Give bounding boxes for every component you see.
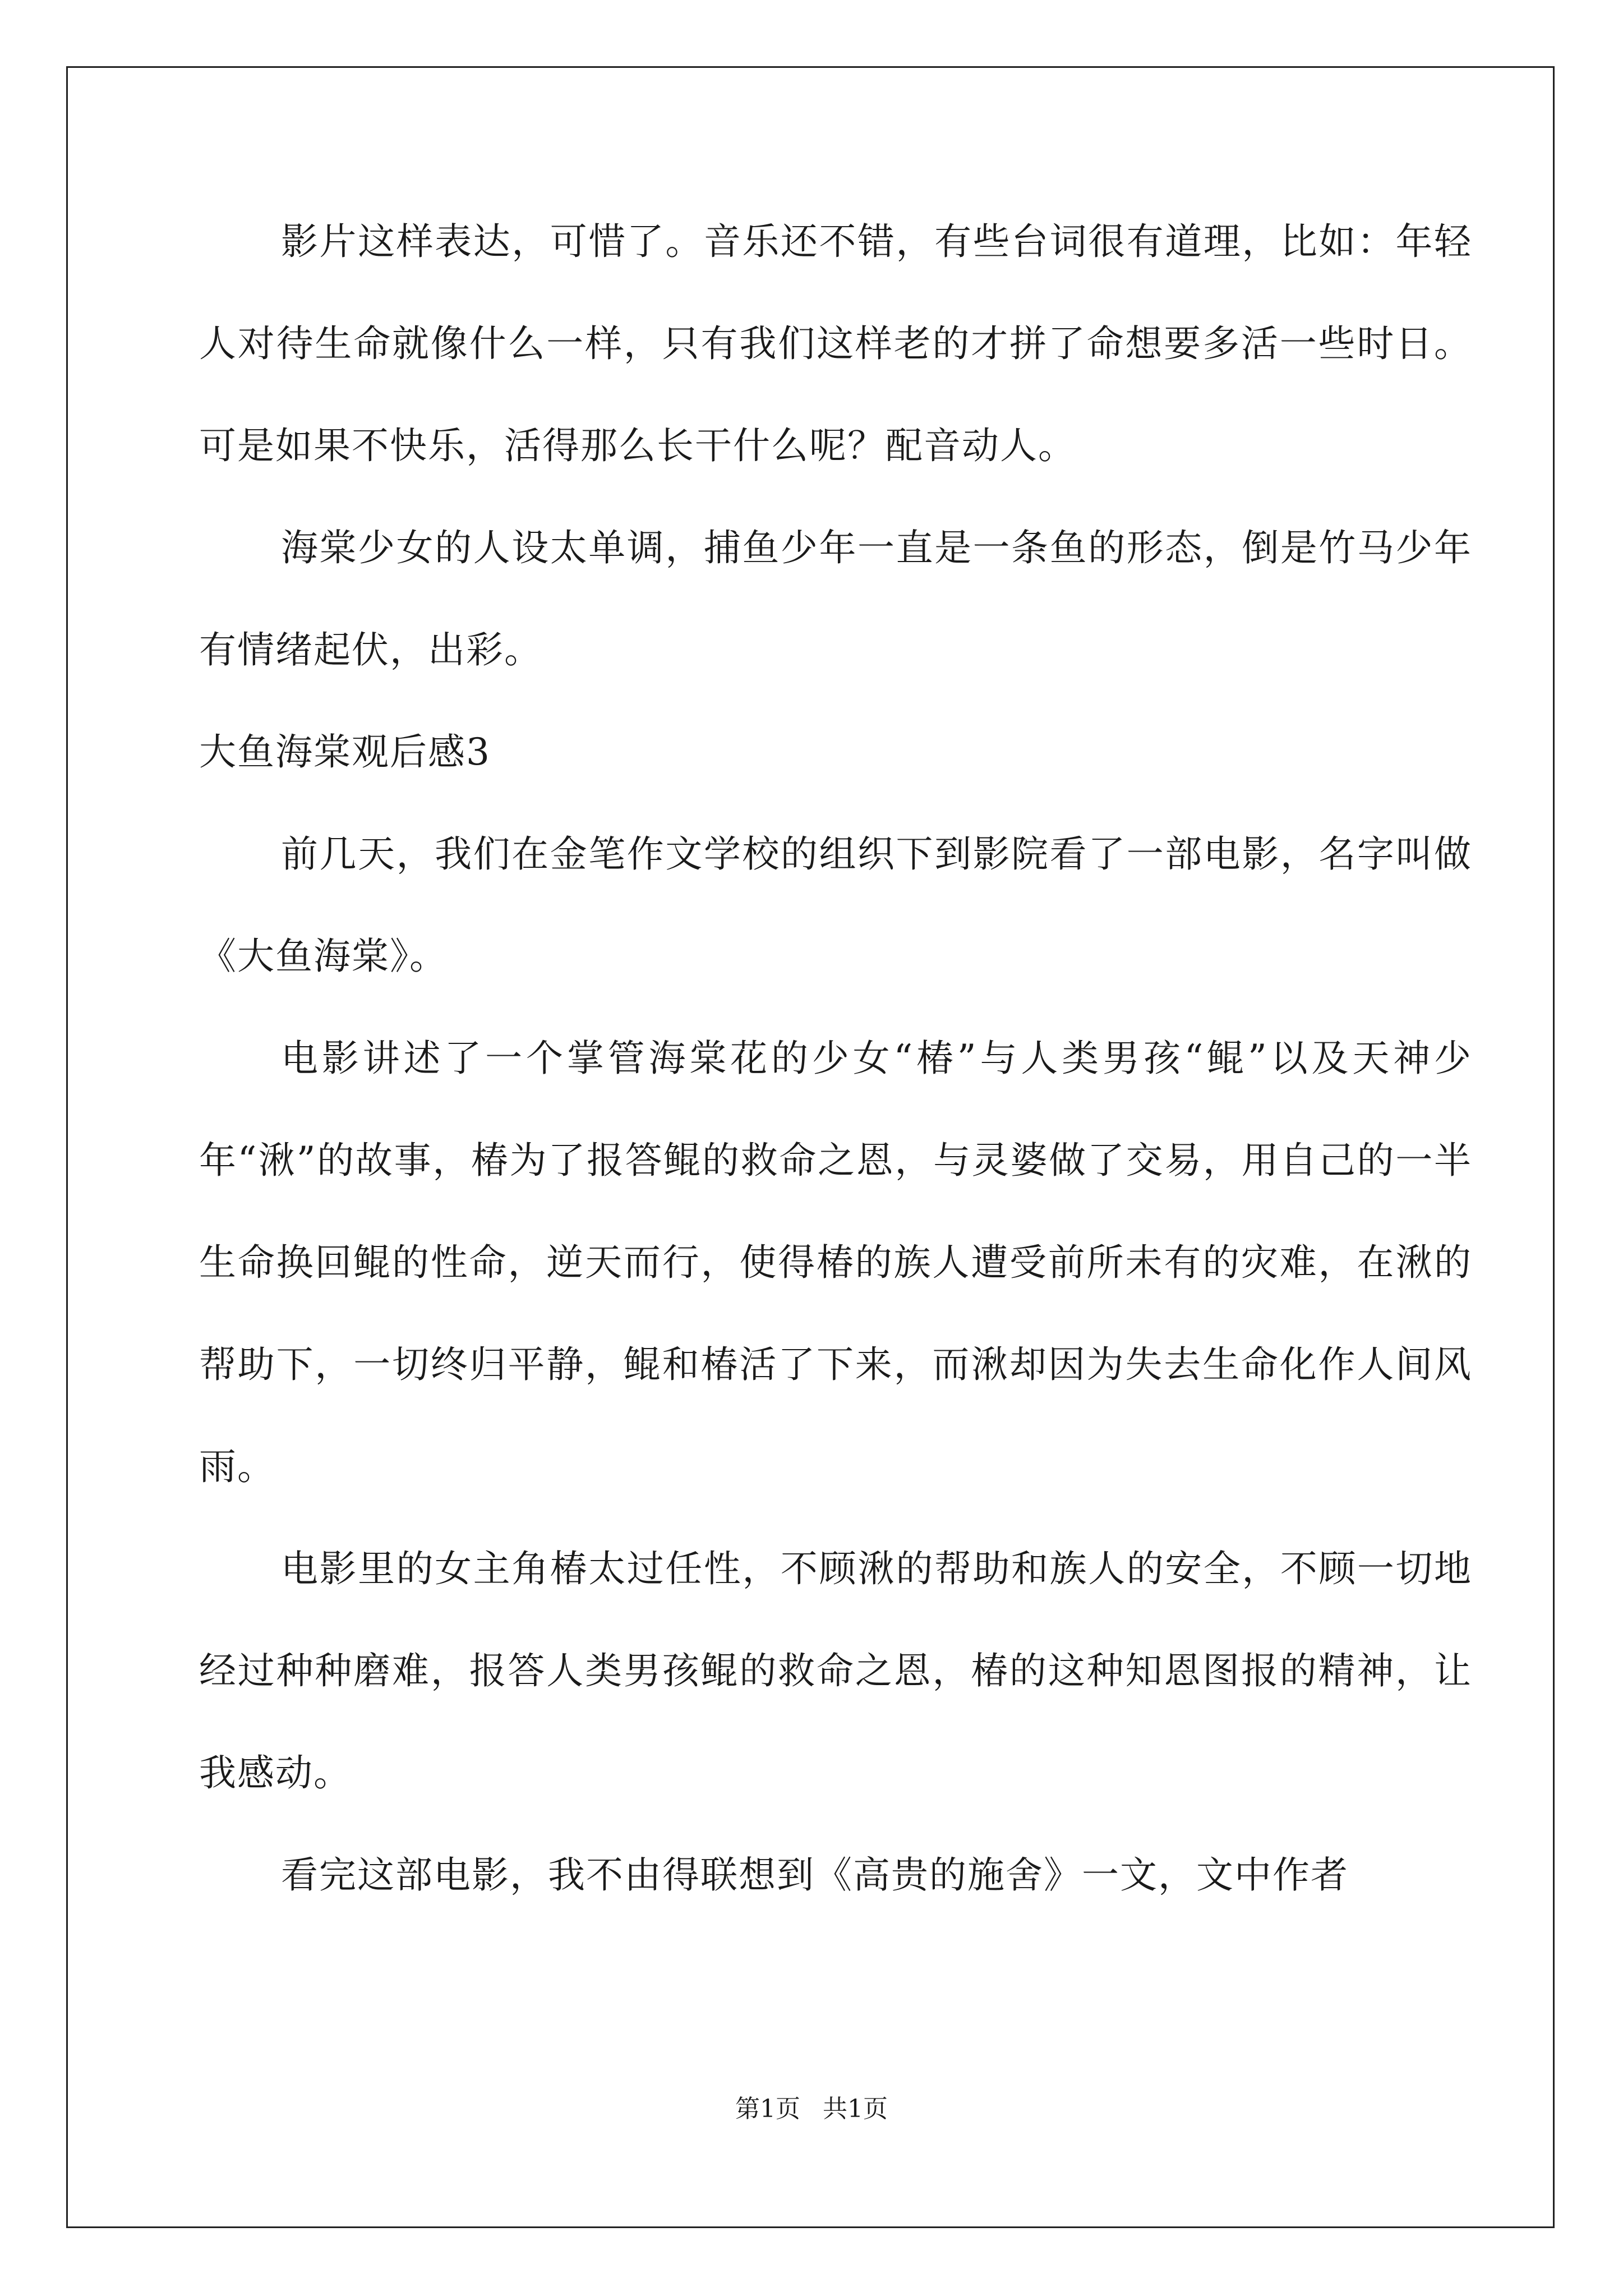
page-number: 第1页 bbox=[735, 2095, 800, 2123]
paragraph: 电影里的女主角椿太过任性，不顾湫的帮助和族人的安全，不顾一切地经过种种磨难，报答人类男孩鲲的救命之恩，椿的这种知恩图报的精神，让我感动。 bbox=[199, 1547, 1472, 1795]
section-heading: 大鱼海棠观后感3 bbox=[199, 730, 491, 774]
paragraph: 影片这样表达，可惜了。音乐还不错，有些台词很有道理，比如：年轻人对待生命就像什么一样，只有我们这样老的才拼了命想要多活一些时日。可是如果不快乐，活得那么长干什么呢？配音动人。 bbox=[199, 220, 1472, 467]
page-footer bbox=[0, 2092, 1623, 2126]
document-body bbox=[199, 191, 1472, 1926]
paragraph: 前几天，我们在金笔作文学校的组织下到影院看了一部电影，名字叫做《大鱼海棠》。 bbox=[199, 832, 1472, 978]
page-total: 共1页 bbox=[823, 2095, 888, 2123]
paragraph: 看完这部电影，我不由得联想到《高贵的施舍》一文，文中作者 bbox=[281, 1853, 1349, 1897]
paragraph: 电影讲述了一个掌管海棠花的少女“椿”与人类男孩“鲲”以及天神少年“湫”的故事，椿为了报答鲲的救命之恩，与灵婆做了交易，用自己的一半生命换回鲲的性命，逆天而行，使得椿的族人遭受前所未有的灾难，在湫的帮助下，一切终归平静，鲲和椿活了下来，而湫却因为失去生命化作人间风雨。 bbox=[199, 1037, 1472, 1488]
paragraph: 海棠少女的人设太单调，捕鱼少年一直是一条鱼的形态，倒是竹马少年有情绪起伏，出彩。 bbox=[199, 526, 1472, 671]
